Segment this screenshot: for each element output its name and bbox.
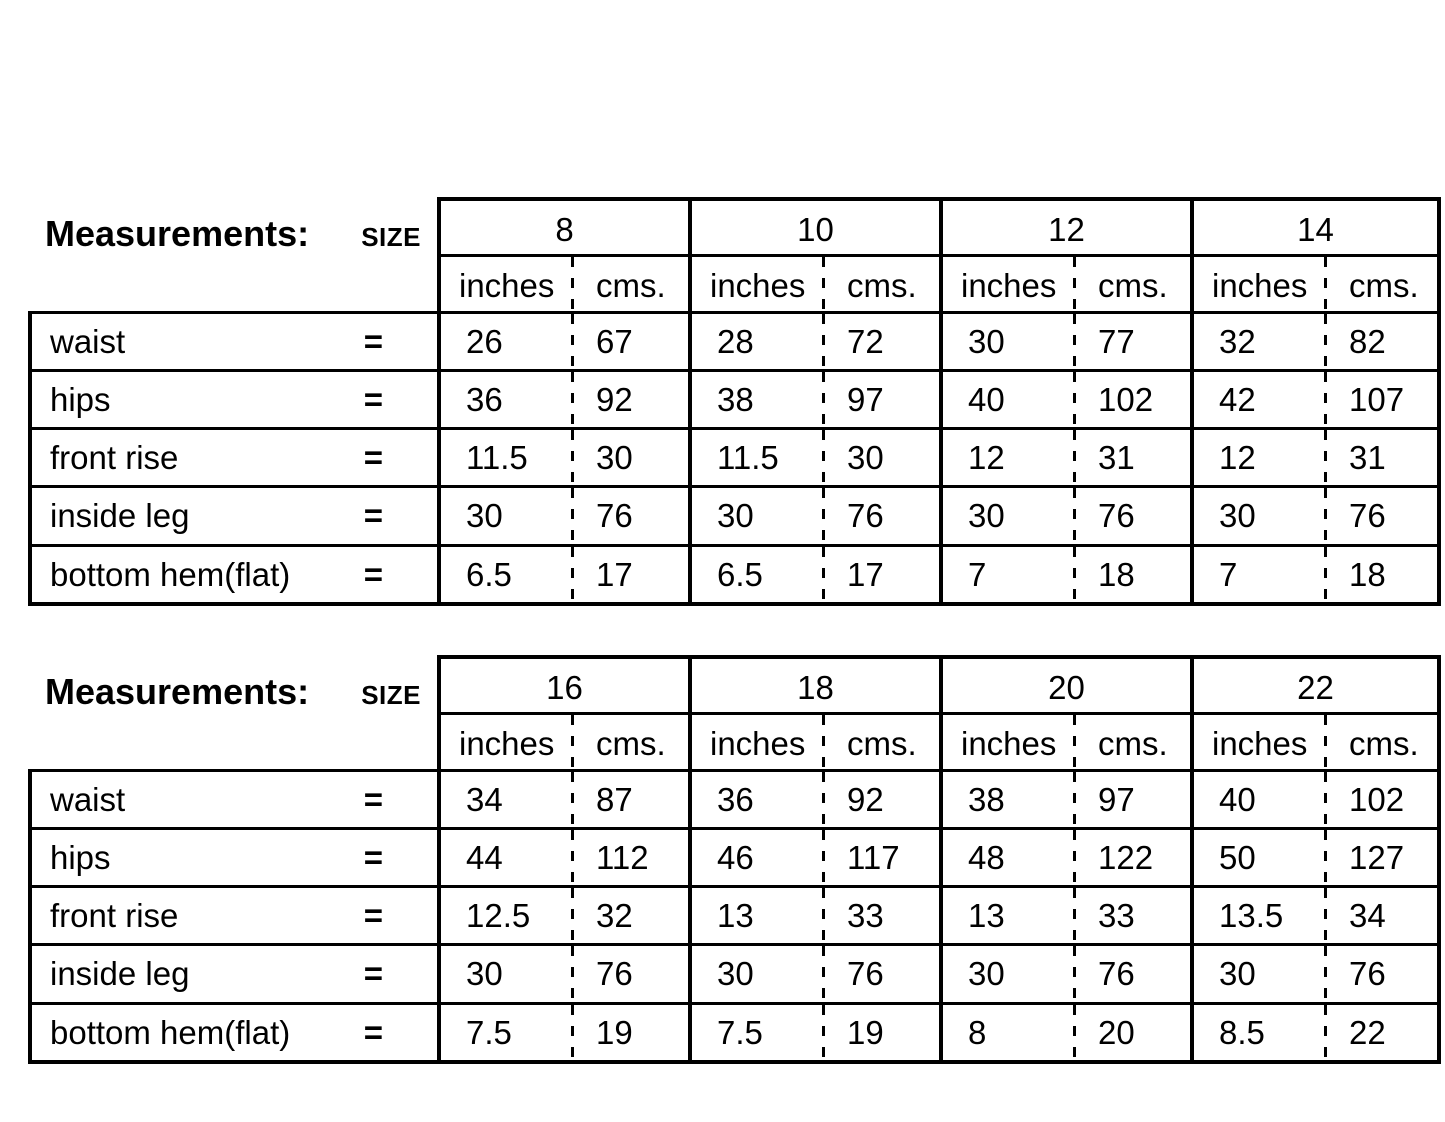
unit-inches-label: inches — [688, 257, 825, 314]
equals-sign: = — [363, 497, 383, 534]
unit-inches-label: inches — [688, 715, 825, 772]
size-heading: SIZE — [361, 222, 421, 252]
measurement-name: waist — [50, 780, 126, 818]
value-cell: 6.5 — [688, 547, 825, 606]
size-col-header: 22 — [1190, 655, 1441, 715]
value-cell: 30 — [1190, 488, 1327, 547]
unit-cms-label: cms. — [825, 715, 939, 772]
value-cell: 19 — [825, 1005, 939, 1064]
unit-inches-label: inches — [437, 257, 574, 314]
value-cell: 76 — [825, 946, 939, 1005]
value-cell: 97 — [1076, 772, 1190, 830]
value-cell: 112 — [574, 830, 688, 888]
measurement-name: inside leg — [50, 497, 190, 534]
equals-sign: = — [363, 896, 383, 934]
value-cell: 76 — [1327, 488, 1441, 547]
value-cell: 33 — [825, 888, 939, 946]
value-cell: 102 — [1076, 372, 1190, 430]
value-cell: 36 — [437, 372, 574, 430]
value-cell: 7 — [939, 547, 1076, 606]
measurement-name: waist — [50, 322, 126, 360]
value-cell: 72 — [825, 314, 939, 372]
value-cell: 20 — [1076, 1005, 1190, 1064]
value-cell: 31 — [1327, 430, 1441, 488]
value-cell: 38 — [688, 372, 825, 430]
measurement-name: hips — [50, 380, 111, 418]
value-cell: 40 — [939, 372, 1076, 430]
value-cell: 30 — [825, 430, 939, 488]
equals-sign: = — [363, 380, 383, 418]
value-cell: 46 — [688, 830, 825, 888]
size-heading: SIZE — [361, 680, 421, 710]
equals-sign: = — [363, 955, 383, 992]
size-col-header: 14 — [1190, 197, 1441, 257]
value-cell: 42 — [1190, 372, 1327, 430]
value-cell: 7.5 — [437, 1005, 574, 1064]
value-cell: 97 — [825, 372, 939, 430]
value-cell: 18 — [1076, 547, 1190, 606]
measurement-name: inside leg — [50, 955, 190, 992]
size-col-header: 16 — [437, 655, 688, 715]
unit-inches-label: inches — [1190, 257, 1327, 314]
value-cell: 76 — [574, 946, 688, 1005]
measurement-name: bottom hem(flat) — [50, 1013, 291, 1051]
measurement-name: front rise — [50, 896, 179, 934]
value-cell: 8.5 — [1190, 1005, 1327, 1064]
value-cell: 33 — [1076, 888, 1190, 946]
value-cell: 13 — [939, 888, 1076, 946]
unit-cms-label: cms. — [1327, 715, 1441, 772]
value-cell: 38 — [939, 772, 1076, 830]
value-cell: 82 — [1327, 314, 1441, 372]
value-cell: 12.5 — [437, 888, 574, 946]
size-table-upper — [28, 197, 1441, 606]
value-cell: 76 — [825, 488, 939, 547]
measurement-label-cell — [28, 372, 437, 430]
value-cell: 30 — [437, 946, 574, 1005]
size-col-header: 18 — [688, 655, 939, 715]
value-cell: 6.5 — [437, 547, 574, 606]
equals-sign: = — [363, 555, 383, 593]
value-cell: 8 — [939, 1005, 1076, 1064]
value-cell: 76 — [1076, 488, 1190, 547]
value-cell: 17 — [574, 547, 688, 606]
unit-inches-label: inches — [939, 715, 1076, 772]
value-cell: 30 — [939, 488, 1076, 547]
value-cell: 44 — [437, 830, 574, 888]
unit-cms-label: cms. — [574, 257, 688, 314]
measurement-label-cell — [28, 830, 437, 888]
measurement-label-cell — [28, 547, 437, 606]
value-cell: 76 — [1076, 946, 1190, 1005]
measurement-label-cell — [28, 430, 437, 488]
value-cell: 102 — [1327, 772, 1441, 830]
unit-cms-label: cms. — [1076, 715, 1190, 772]
value-cell: 13.5 — [1190, 888, 1327, 946]
measurement-label-cell — [28, 1005, 437, 1064]
value-cell: 50 — [1190, 830, 1327, 888]
value-cell: 30 — [1190, 946, 1327, 1005]
unit-cms-label: cms. — [1076, 257, 1190, 314]
value-cell: 36 — [688, 772, 825, 830]
unit-inches-label: inches — [437, 715, 574, 772]
value-cell: 40 — [1190, 772, 1327, 830]
value-cell: 127 — [1327, 830, 1441, 888]
size-col-header: 8 — [437, 197, 688, 257]
size-table-lower — [28, 655, 1441, 1064]
value-cell: 34 — [437, 772, 574, 830]
unit-cms-label: cms. — [574, 715, 688, 772]
value-cell: 19 — [574, 1005, 688, 1064]
value-cell: 30 — [939, 314, 1076, 372]
unit-cms-label: cms. — [1327, 257, 1441, 314]
unit-cms-label: cms. — [825, 257, 939, 314]
value-cell: 87 — [574, 772, 688, 830]
value-cell: 12 — [939, 430, 1076, 488]
unit-inches-label: inches — [1190, 715, 1327, 772]
value-cell: 76 — [574, 488, 688, 547]
equals-sign: = — [363, 322, 383, 360]
measurement-name: front rise — [50, 438, 179, 476]
value-cell: 11.5 — [688, 430, 825, 488]
value-cell: 48 — [939, 830, 1076, 888]
measurement-label-cell — [28, 888, 437, 946]
value-cell: 17 — [825, 547, 939, 606]
value-cell: 13 — [688, 888, 825, 946]
value-cell: 7 — [1190, 547, 1327, 606]
value-cell: 67 — [574, 314, 688, 372]
measurement-name: bottom hem(flat) — [50, 555, 291, 593]
unit-inches-label: inches — [939, 257, 1076, 314]
value-cell: 34 — [1327, 888, 1441, 946]
size-col-header: 12 — [939, 197, 1190, 257]
measurement-label-cell — [28, 314, 437, 372]
measurement-name: hips — [50, 838, 111, 876]
value-cell: 28 — [688, 314, 825, 372]
value-cell: 30 — [688, 488, 825, 547]
value-cell: 92 — [825, 772, 939, 830]
value-cell: 92 — [574, 372, 688, 430]
value-cell: 11.5 — [437, 430, 574, 488]
measurement-label-cell — [28, 946, 437, 1005]
measurements-title: Measurements: — [45, 671, 310, 712]
value-cell: 76 — [1327, 946, 1441, 1005]
value-cell: 32 — [1190, 314, 1327, 372]
value-cell: 30 — [939, 946, 1076, 1005]
equals-sign: = — [363, 838, 383, 876]
measurement-label-cell — [28, 488, 437, 547]
equals-sign: = — [363, 780, 383, 818]
value-cell: 77 — [1076, 314, 1190, 372]
value-cell: 18 — [1327, 547, 1441, 606]
size-col-header: 10 — [688, 197, 939, 257]
value-cell: 12 — [1190, 430, 1327, 488]
value-cell: 30 — [574, 430, 688, 488]
value-cell: 26 — [437, 314, 574, 372]
equals-sign: = — [363, 438, 383, 476]
value-cell: 30 — [437, 488, 574, 547]
equals-sign: = — [363, 1013, 383, 1051]
value-cell: 31 — [1076, 430, 1190, 488]
value-cell: 107 — [1327, 372, 1441, 430]
value-cell: 7.5 — [688, 1005, 825, 1064]
measurements-header — [28, 197, 437, 314]
measurements-header — [28, 655, 437, 772]
value-cell: 122 — [1076, 830, 1190, 888]
value-cell: 117 — [825, 830, 939, 888]
value-cell: 22 — [1327, 1005, 1441, 1064]
value-cell: 30 — [688, 946, 825, 1005]
size-col-header: 20 — [939, 655, 1190, 715]
value-cell: 32 — [574, 888, 688, 946]
measurement-label-cell — [28, 772, 437, 830]
measurements-title: Measurements: — [45, 213, 310, 254]
